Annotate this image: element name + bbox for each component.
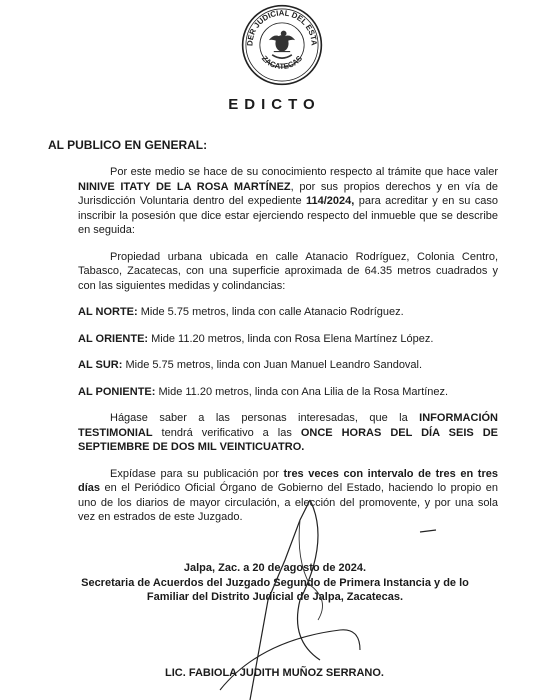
svg-text:ZACATECAS: ZACATECAS <box>259 53 305 71</box>
issuer-line-2: Familiar del Distrito Judicial de Jalpa, Zacatecas. <box>146 591 404 604</box>
closing-block <box>30 561 520 605</box>
hearing-date: ONCE HORAS DEL DÍA SEIS DE SEPTIEMBRE DE DOS MIL VEINTICUATRO. <box>78 426 498 454</box>
paragraph-property: Propiedad urbana ubicada en calle Atanacio Rodríguez, Colonia Centro, Tabasco, Zacatecas, con una superficie aproximada de 64.35 metros cuadrados y con las siguientes medidas y colindancias: <box>78 250 498 292</box>
paragraph-hearing: Hágase saber a las personas interesadas, que la INFORMACIÓN TESTIMONIAL tendrá verificativo a las ONCE HORAS DEL DÍA SEIS DE SEPTIEMBRE DE DOS MIL VEINTICUATRO. <box>78 412 498 454</box>
document-title: EDICTO <box>228 96 321 113</box>
place-date: Jalpa, Zac. a 20 de agosto de 2024. <box>183 562 367 574</box>
eagle-emblem-icon <box>269 31 295 58</box>
paragraph-publication: Expídase para su publicación por tres veces con intervalo de tres en tres días en el Periódico Oficial Órgano de Gobierno del Estado, haciendo lo propio en uno de los diarios de mayor circulación, a elección del promovente, y por una sola vez en estrados de este Juzgado. <box>78 467 498 524</box>
boundary-north: AL NORTE: Mide 5.75 metros, linda con calle Atanacio Rodríguez. <box>78 306 404 319</box>
svg-text:PODER JUDICIAL DEL ESTADO: DER JUDICIAL DEL ESTA <box>245 8 319 47</box>
issuer-line-1: Secretaria de Acuerdos del Juzgado Segundo de Primera Instancia y de lo <box>81 576 469 589</box>
signer-name: LIC. FABIOLA JUDITH MUÑOZ SERRANO. <box>165 667 384 679</box>
boundary-east: AL ORIENTE: Mide 11.20 metros, linda con Rosa Elena Martínez López. <box>78 332 434 345</box>
boundary-west: AL PONIENTE: Mide 11.20 metros, linda con Ana Lilia de la Rosa Martínez. <box>78 385 449 398</box>
judicial-seal-stamp <box>241 4 323 86</box>
salutation: AL PUBLICO EN GENERAL: <box>48 138 208 152</box>
case-number: 114/2024, <box>305 195 355 208</box>
document-body <box>78 165 498 537</box>
paragraph-intro: Por este medio se hace de su conocimiento respecto al trámite que hace valer NINIVE ITATY DE LA ROSA MARTÍNEZ, por sus propios derechos y en vía de Jurisdicción Voluntaria dentro del expediente 114/2024, para acreditar y en su caso inscribir la posesión que dice estar ejerciendo respecto del inmueble que se describe en seguida: <box>78 166 498 237</box>
petitioner-name: NINIVE ITATY DE LA ROSA MARTÍNEZ <box>78 180 291 193</box>
boundary-south: AL SUR: Mide 5.75 metros, linda con Juan Manuel Leandro Sandoval. <box>78 359 423 372</box>
